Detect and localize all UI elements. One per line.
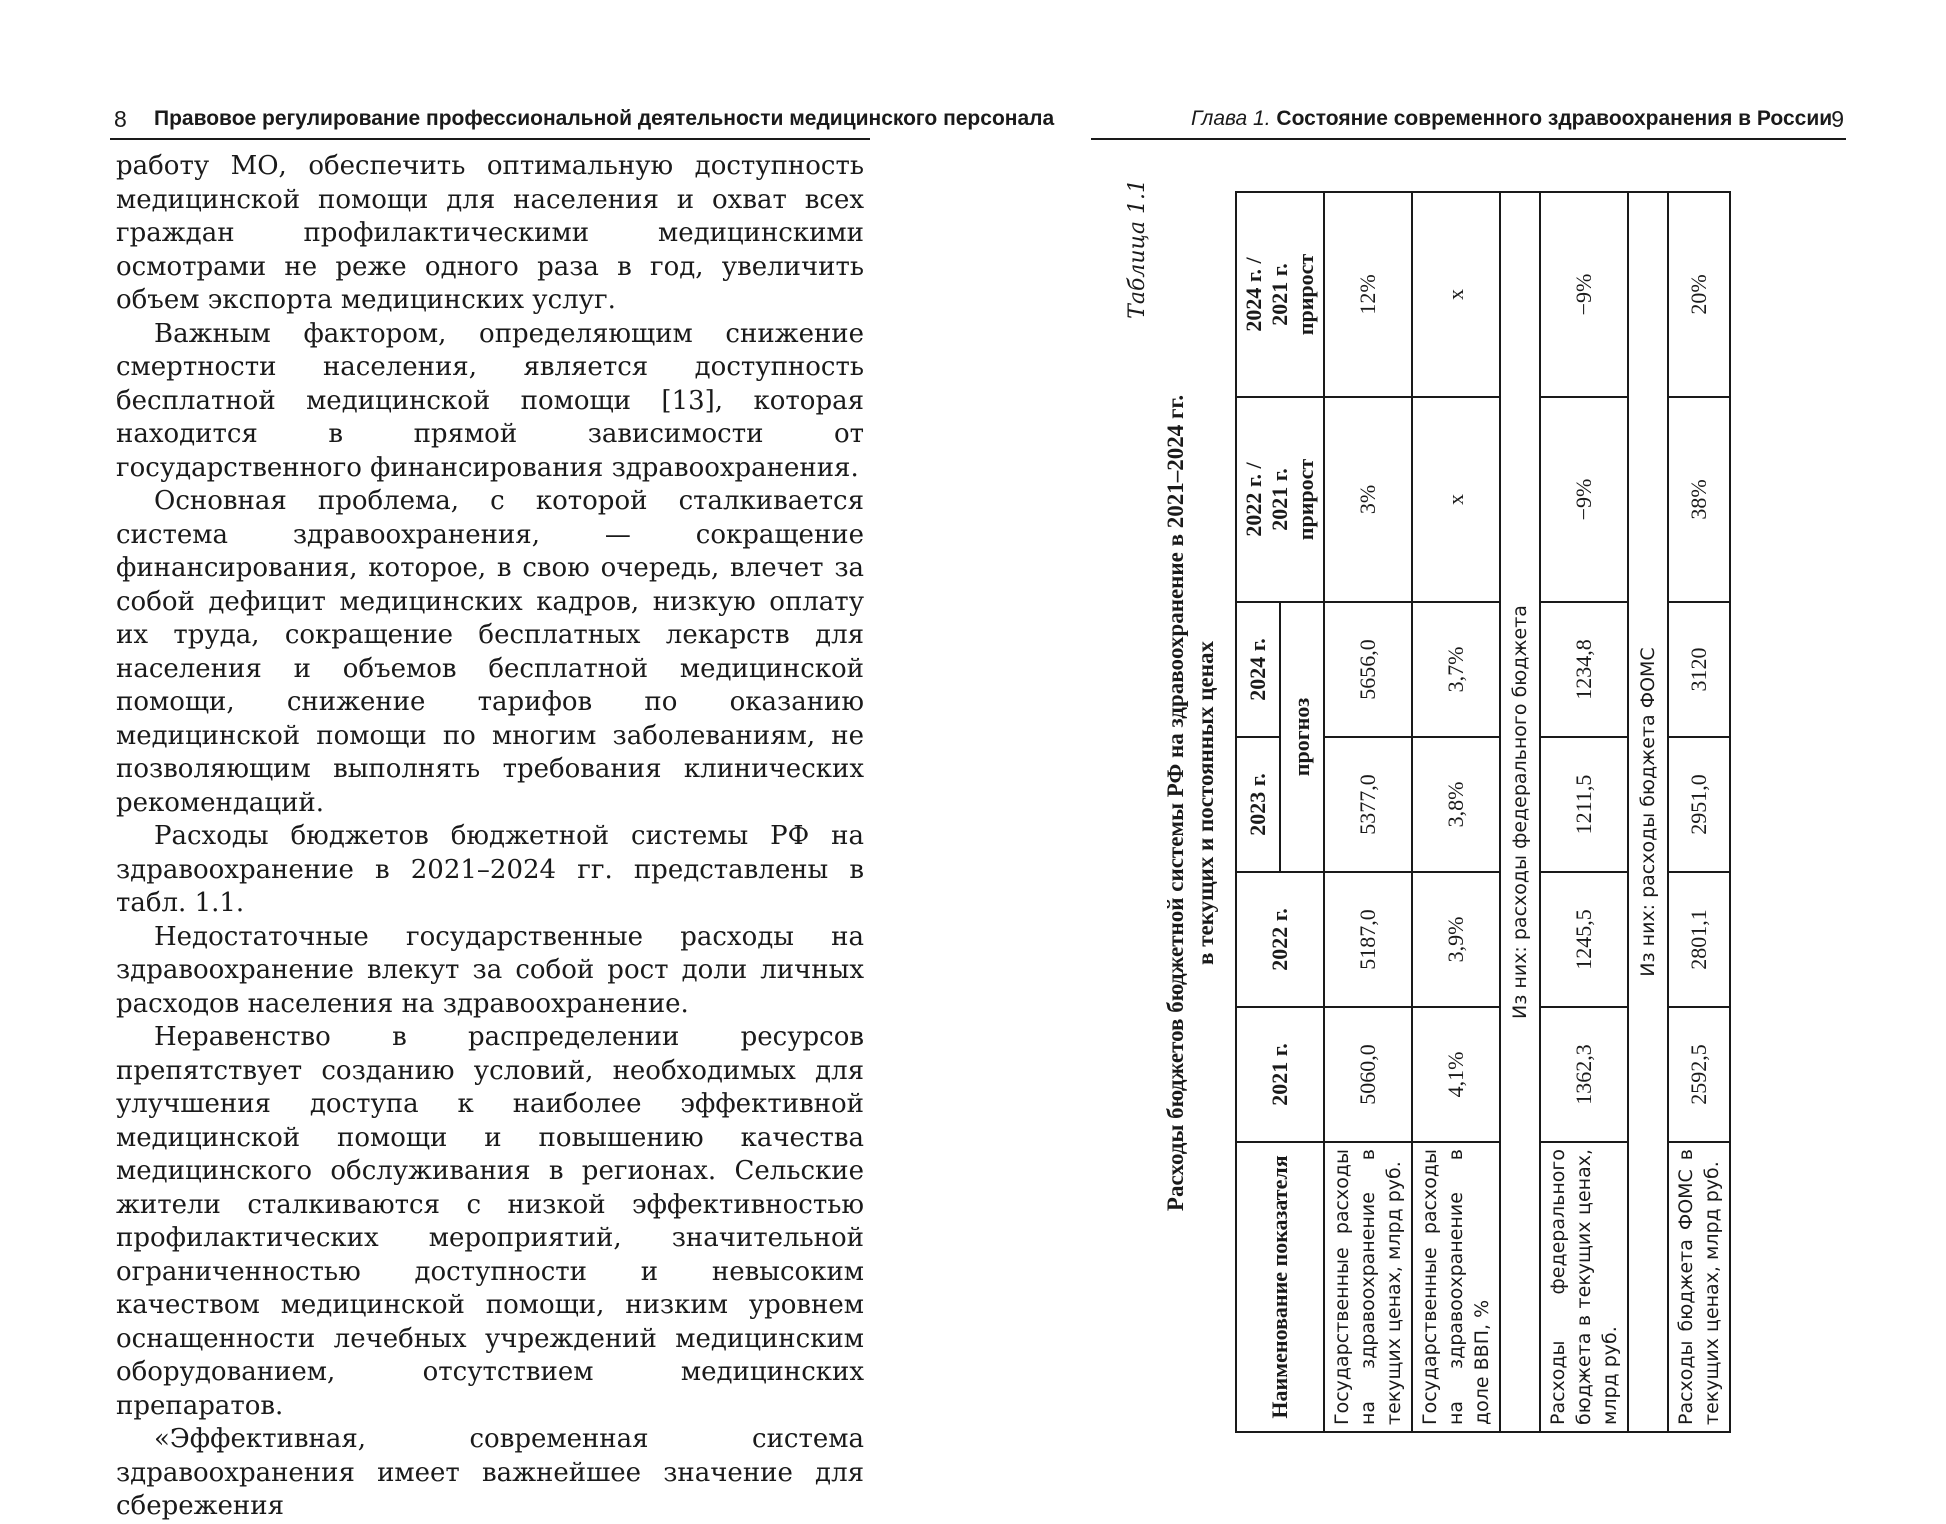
header-2021: 2021 г. (1236, 1007, 1324, 1142)
right-running-title: Состояние современного здравоохранения в России (1276, 107, 1833, 130)
paragraph: Недостаточные государственные расходы на здравоохранение влекут за собой рост доли личных расходов населения на здравоохранение. (116, 921, 864, 1019)
table-row (1668, 192, 1730, 1432)
table-section-row (1500, 192, 1540, 1432)
chapter-label: Глава 1. (1191, 107, 1271, 130)
paragraph: Расходы бюджетов бюджетной системы РФ на здравоохранение в 2021–2024 гг. представлены в табл. 1.1. (116, 821, 864, 918)
cell-2022: 1245,5 (1540, 872, 1628, 1007)
header-growth-2024-line-3: прирост (1293, 253, 1318, 336)
left-running-head (110, 104, 1055, 134)
header-growth-2022-line-3: прирост (1293, 458, 1318, 541)
cell-2023: 5377,0 (1324, 737, 1412, 872)
header-growth-2022-line-1: 2022 г. / (1241, 462, 1266, 537)
rotated-table-block (1125, 173, 1723, 1433)
section-federal-budget: Из них: расходы федерального бюджета (1500, 192, 1540, 1432)
row-name: Расходы федерального бюджета в текущих ценах, млрд руб. (1540, 1142, 1628, 1432)
table-row (1540, 192, 1628, 1432)
cell-2024: 3120 (1668, 602, 1730, 737)
right-header-rule (1091, 138, 1846, 140)
cell-growth-2024: 12% (1324, 192, 1412, 397)
cell-growth-2024: 20% (1668, 192, 1730, 397)
section-foms-budget: Из них: расходы бюджета ФОМС (1628, 192, 1668, 1432)
cell-growth-2022: 38% (1668, 397, 1730, 602)
left-page-number: 8 (114, 106, 127, 132)
cell-2023: 1211,5 (1540, 737, 1628, 872)
table-caption-line-2: в текущих и постоянных ценах (1193, 641, 1218, 965)
header-2024: 2024 г. (1236, 602, 1280, 737)
cell-2021: 1362,3 (1540, 1007, 1628, 1142)
header-growth-2022 (1236, 397, 1324, 602)
header-growth-2022-line-2: 2021 г. (1267, 468, 1292, 531)
cell-2022: 3,9% (1412, 872, 1500, 1007)
left-header-rule (110, 138, 870, 140)
cell-growth-2024: x (1412, 192, 1500, 397)
table-row (1324, 192, 1412, 1432)
table-caption-line-1: Расходы бюджетов бюджетной системы РФ на здравоохранение в 2021–2024 гг. (1163, 394, 1188, 1212)
table-header-row (1236, 192, 1280, 1432)
paragraph: Неравенство в распределении ресурсов препятствует созданию условий, необходимых для улучшения доступа к наиболее эффективной медицинской помощи и повышению качества медицинского обслуживания в регионах. Сельские жители сталкиваются с низкой эффективностью профилактических мероприятий, значительной ограниченностью доступности и невысоким качеством медицинской помощи, низким уровнем оснащенности лечебных учреждений медицинским оборудованием, отсутствием медицинских препаратов. (116, 1022, 864, 1421)
paragraph: работу МО, обеспечить оптимальную доступность медицинской помощи для населения и охват всех граждан профилактическими медицинскими осмотрами не реже одного раза в год, увеличить объем экспорта медицинских услуг. (116, 151, 864, 315)
right-running-head (1091, 104, 1846, 134)
header-indicator-name: Наименование показателя (1236, 1142, 1324, 1432)
left-body-text (116, 150, 864, 1524)
header-growth-2024-line-1: 2024 г. / (1241, 257, 1266, 332)
table-caption (1161, 173, 1221, 1433)
cell-2021: 5060,0 (1324, 1007, 1412, 1142)
header-growth-2024-line-2: 2021 г. (1267, 263, 1292, 326)
cell-2021: 4,1% (1412, 1007, 1500, 1142)
cell-2024: 1234,8 (1540, 602, 1628, 737)
right-page-number: 9 (1831, 106, 1844, 132)
budget-table (1235, 191, 1731, 1433)
row-name: Государственные расходы на здравоохранение в текущих ценах, млрд руб. (1324, 1142, 1412, 1432)
table-row (1412, 192, 1500, 1432)
header-2022: 2022 г. (1236, 872, 1324, 1007)
right-running-title-wrap (1191, 104, 1832, 134)
cell-2024: 5656,0 (1324, 602, 1412, 737)
table-label: Таблица 1.1 (1125, 179, 1150, 319)
paragraph: «Эффективная, современная система здравоохранения имеет важнейшее значение для сбережения (116, 1424, 864, 1521)
header-2023: 2023 г. (1236, 737, 1280, 872)
table-section-row (1628, 192, 1668, 1432)
cell-growth-2022: 3% (1324, 397, 1412, 602)
cell-growth-2024: −9% (1540, 192, 1628, 397)
cell-growth-2022: x (1412, 397, 1500, 602)
header-growth-2024 (1236, 192, 1324, 397)
cell-2023: 2951,0 (1668, 737, 1730, 872)
paragraph: Основная проблема, с которой сталкивается система здравоохранения, — сокращение финансирования, которое, в свою очередь, влечет за собой дефицит медицинских кадров, низкую оплату их труда, сокращение бесплатных лекарств для населения и объемов бесплатной медицинской помощи, снижение тарифов по оказанию медицинской помощи по многим заболеваниям, не позволяющим выполнять требования клинических рекомендаций. (116, 486, 864, 818)
paragraph: Важным фактором, определяющим снижение смертности населения, является доступность бесплатной медицинской помощи [13], которая находится в прямой зависимости от государственного финансирования здравоохранения. (116, 318, 864, 483)
header-forecast: прогноз (1280, 602, 1324, 872)
cell-2021: 2592,5 (1668, 1007, 1730, 1142)
cell-2022: 5187,0 (1324, 872, 1412, 1007)
cell-growth-2022: −9% (1540, 397, 1628, 602)
row-name: Государственные расходы на здравоохранение в доле ВВП, % (1412, 1142, 1500, 1432)
cell-2024: 3,7% (1412, 602, 1500, 737)
left-running-title: Правовое регулирование профессиональной деятельности медицинского персонала (154, 107, 1055, 130)
cell-2023: 3,8% (1412, 737, 1500, 872)
row-name: Расходы бюджета ФОМС в текущих ценах, млрд руб. (1668, 1142, 1730, 1432)
cell-2022: 2801,1 (1668, 872, 1730, 1007)
